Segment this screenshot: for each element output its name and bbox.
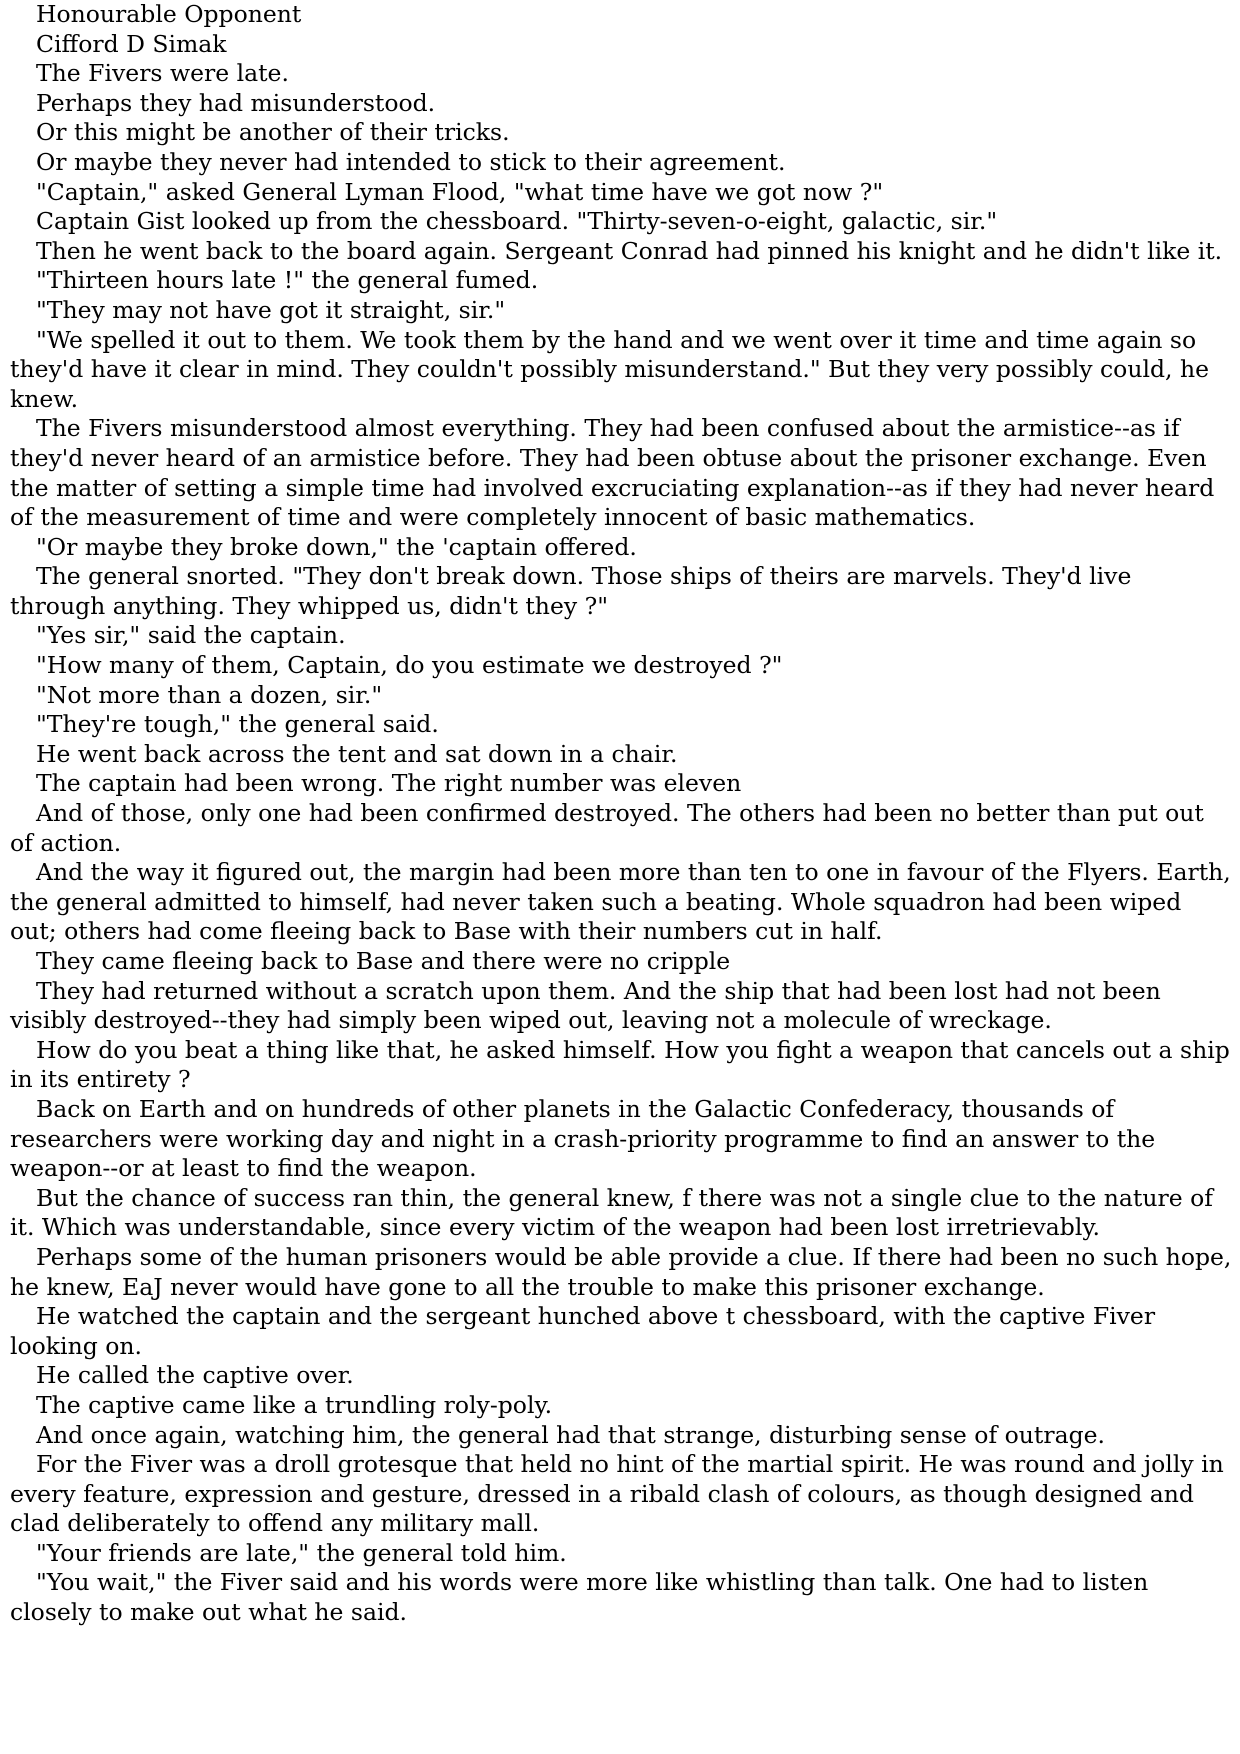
document-author: Cifford D Simak (36, 29, 227, 58)
paragraph: Perhaps they had misunderstood. (36, 88, 436, 117)
paragraph: For the Fiver was a droll grotesque that held no hint of the martial spirit. He was round and jolly in every feature, expression and gesture, dressed in a ribald clash of colours, as though designed and clad deliberately to offend any military mall. (10, 1450, 1224, 1538)
paragraph: And of those, only one had been confirmed destroyed. The others had been no better than put out of action. (10, 799, 1204, 857)
document-body (10, 0, 1232, 1628)
paragraph: He went back across the tent and sat down in a chair. (36, 739, 678, 768)
paragraph: Then he went back to the board again. Sergeant Conrad had pinned his knight and he didn't like it. (36, 236, 1223, 265)
paragraph: "Not more than a dozen, sir." (36, 680, 383, 709)
paragraph: The captain had been wrong. The right number was eleven (36, 769, 742, 798)
paragraph: How do you beat a thing like that, he asked himself. How you fight a weapon that cancels out a ship in its entirety ? (10, 1035, 1230, 1094)
paragraph: "How many of them, Captain, do you estimate we destroyed ?" (36, 651, 783, 680)
paragraph: And once again, watching him, the general had that strange, disturbing sense of outrage. (36, 1420, 1105, 1449)
paragraph: "They're tough," the general said. (36, 710, 439, 739)
paragraph: They came fleeing back to Base and there were no cripple (36, 947, 731, 975)
paragraph: "Or maybe they broke down," the 'captain offered. (36, 532, 637, 561)
paragraph: The captive came like a trundling roly-poly. (36, 1390, 553, 1419)
paragraph: "You wait," the Fiver said and his words were more like whistling than talk. One had to listen closely to make out what he said. (10, 1568, 1149, 1627)
document-title: Honourable Opponent (36, 0, 302, 28)
paragraph: Captain Gist looked up from the chessboard. "Thirty-seven-o-eight, galactic, sir." (36, 207, 998, 236)
paragraph: He called the captive over. (36, 1361, 354, 1390)
paragraph: "We spelled it out to them. We took them by the hand and we went over it time and time again so they'd have it clear in mind. They couldn't possibly misunderstand." But they very possibly could, he knew. (10, 325, 1209, 413)
paragraph: And the way it figured out, the margin had been more than ten to one in favour of the Flyers. Earth, the general admitted to himself, had never taken such a beating. Whole squadron had been wiped out; others had come fleeing back to Base with their numbers cut in half. (10, 858, 1231, 946)
paragraph: "Your friends are late," the general told him. (36, 1538, 567, 1567)
paragraph: "They may not have got it straight, sir." (36, 295, 506, 324)
paragraph: "Yes sir," said the captain. (36, 621, 346, 650)
paragraph: He watched the captain and the sergeant hunched above t chessboard, with the captive Fiver looking on. (10, 1302, 1156, 1360)
paragraph: They had returned without a scratch upon them. And the ship that had been lost had not been visibly destroyed--they had simply been wiped out, leaving not a molecule of wreckage. (10, 976, 1161, 1035)
paragraph: Perhaps some of the human prisoners would be able provide a clue. If there had been no such hope, he knew, EaJ never would have gone to all the trouble to make this prisoner exchange. (10, 1242, 1232, 1301)
paragraph: The Fivers were late. (36, 59, 289, 88)
paragraph: The Fivers misunderstood almost everything. They had been confused about the armistice--as if they'd never heard of an armistice before. They had been obtuse about the prisoner exchange. Even the matter of setting a simple time had involved excruciating explanation--as if they had never heard of the measurement of time and were completely innocent of basic mathematics. (10, 414, 1215, 532)
paragraph: Or this might be another of their tricks. (36, 118, 510, 147)
paragraph: Back on Earth and on hundreds of other planets in the Galactic Confederacy, thousands of researchers were working day and night in a crash-priority programme to find an answer to the weapon--or at least to find the weapon. (10, 1094, 1156, 1183)
paragraph: "Captain," asked General Lyman Flood, "what time have we got now ?" (36, 177, 884, 206)
paragraph: But the chance of success ran thin, the general knew, f there was not a single clue to the nature of it. Which was understandable, since every victim of the weapon had been lost irretrievably. (10, 1183, 1213, 1242)
paragraph: "Thirteen hours late !" the general fumed. (36, 266, 539, 295)
paragraph: The general snorted. "They don't break down. Those ships of theirs are marvels. They'd live through anything. They whipped us, didn't they ?" (10, 562, 1132, 620)
paragraph: Or maybe they never had intended to stick to their agreement. (36, 147, 786, 176)
